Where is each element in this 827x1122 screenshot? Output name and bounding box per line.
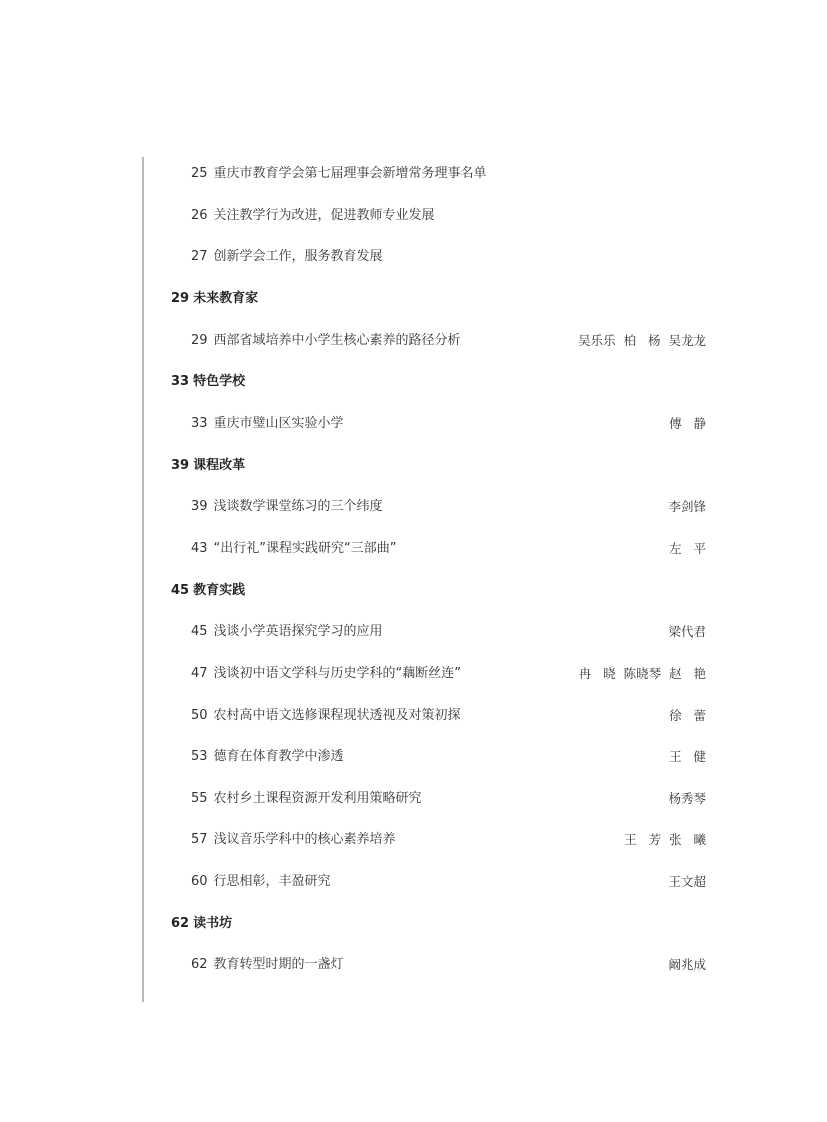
entry-author: 杨秀琴 (668, 791, 706, 806)
entry-page-number: 33 (191, 416, 208, 431)
toc-entry[interactable] (0, 954, 827, 976)
entry-page-number: 25 (191, 166, 208, 181)
section-page-number: 62 (171, 916, 190, 931)
entry-title: 德育在体育教学中渗透 (213, 749, 344, 764)
entry-author: 吴乐乐 柏 杨 吴龙龙 (578, 333, 706, 348)
entry-title: 创新学会工作，服务教育发展 (213, 249, 383, 264)
entry-author: 王文超 (668, 874, 706, 889)
entry-author: 阚兆成 (668, 957, 706, 972)
entry-title: “出行礼”课程实践研究“三部曲” (213, 541, 397, 556)
toc-entry[interactable] (0, 413, 827, 435)
section-heading[interactable] (171, 580, 245, 602)
section-heading[interactable] (171, 913, 232, 935)
section-title: 教育实践 (193, 583, 246, 598)
entry-title: 浅谈小学英语探究学习的应用 (213, 624, 383, 639)
section-heading[interactable] (171, 288, 258, 310)
entry-author: 徐 蕾 (669, 708, 706, 723)
entry-author: 王 芳 张 曦 (624, 832, 706, 847)
toc-entry[interactable] (0, 746, 827, 768)
section-page-number: 33 (171, 374, 190, 389)
section-page-number: 39 (171, 458, 190, 473)
entry-page-number: 43 (191, 541, 208, 556)
section-title: 课程改革 (193, 458, 246, 473)
entry-page-number: 55 (191, 791, 208, 806)
section-title: 读书坊 (193, 916, 233, 931)
entry-page-number: 53 (191, 749, 208, 764)
entry-title: 农村高中语文选修课程现状透视及对策初探 (213, 708, 461, 723)
toc-entry[interactable] (0, 788, 827, 810)
toc-entry[interactable] (0, 246, 827, 268)
entry-page-number: 62 (191, 957, 208, 972)
entry-title: 浅谈初中语文学科与历史学科的“藕断丝连” (213, 666, 462, 681)
entry-page-number: 45 (191, 624, 208, 639)
entry-page-number: 29 (191, 333, 208, 348)
entry-title: 行思相彰，丰盈研究 (213, 874, 331, 889)
entry-author: 李剑锋 (668, 499, 706, 514)
entry-title: 西部省域培养中小学生核心素养的路径分析 (213, 333, 461, 348)
toc-entry[interactable] (0, 829, 827, 851)
section-page-number: 45 (171, 583, 190, 598)
section-heading[interactable] (171, 455, 245, 477)
toc-entry[interactable] (0, 163, 827, 185)
entry-title: 农村乡土课程资源开发利用策略研究 (213, 791, 422, 806)
entry-title: 重庆市教育学会第七届理事会新增常务理事名单 (213, 166, 487, 181)
entry-page-number: 57 (191, 832, 208, 847)
section-heading[interactable] (171, 371, 245, 393)
entry-title: 浅议音乐学科中的核心素养培养 (213, 832, 396, 847)
toc-entry[interactable] (0, 871, 827, 893)
entry-author: 左 平 (669, 541, 706, 556)
entry-title: 关注教学行为改进，促进教师专业发展 (213, 208, 435, 223)
section-title: 特色学校 (193, 374, 246, 389)
entry-title: 教育转型时期的一盏灯 (213, 957, 344, 972)
toc-entry[interactable] (0, 330, 827, 352)
toc-entry[interactable] (0, 538, 827, 560)
entry-author: 王 健 (669, 749, 706, 764)
entry-page-number: 50 (191, 708, 208, 723)
entry-author: 梁代君 (668, 624, 706, 639)
section-page-number: 29 (171, 291, 190, 306)
entry-page-number: 60 (191, 874, 208, 889)
entry-author: 傅 静 (669, 416, 706, 431)
toc-entry[interactable] (0, 705, 827, 727)
toc-entry[interactable] (0, 663, 827, 685)
entry-page-number: 27 (191, 249, 208, 264)
entry-page-number: 39 (191, 499, 208, 514)
toc-entry[interactable] (0, 205, 827, 227)
entry-title: 重庆市璧山区实验小学 (213, 416, 344, 431)
entry-author: 冉 晓 陈晓琴 赵 艳 (578, 666, 706, 681)
section-title: 未来教育家 (193, 291, 259, 306)
toc-entry[interactable] (0, 496, 827, 518)
entry-page-number: 47 (191, 666, 208, 681)
entry-page-number: 26 (191, 208, 208, 223)
toc-entry[interactable] (0, 621, 827, 643)
entry-title: 浅谈数学课堂练习的三个纬度 (213, 499, 383, 514)
